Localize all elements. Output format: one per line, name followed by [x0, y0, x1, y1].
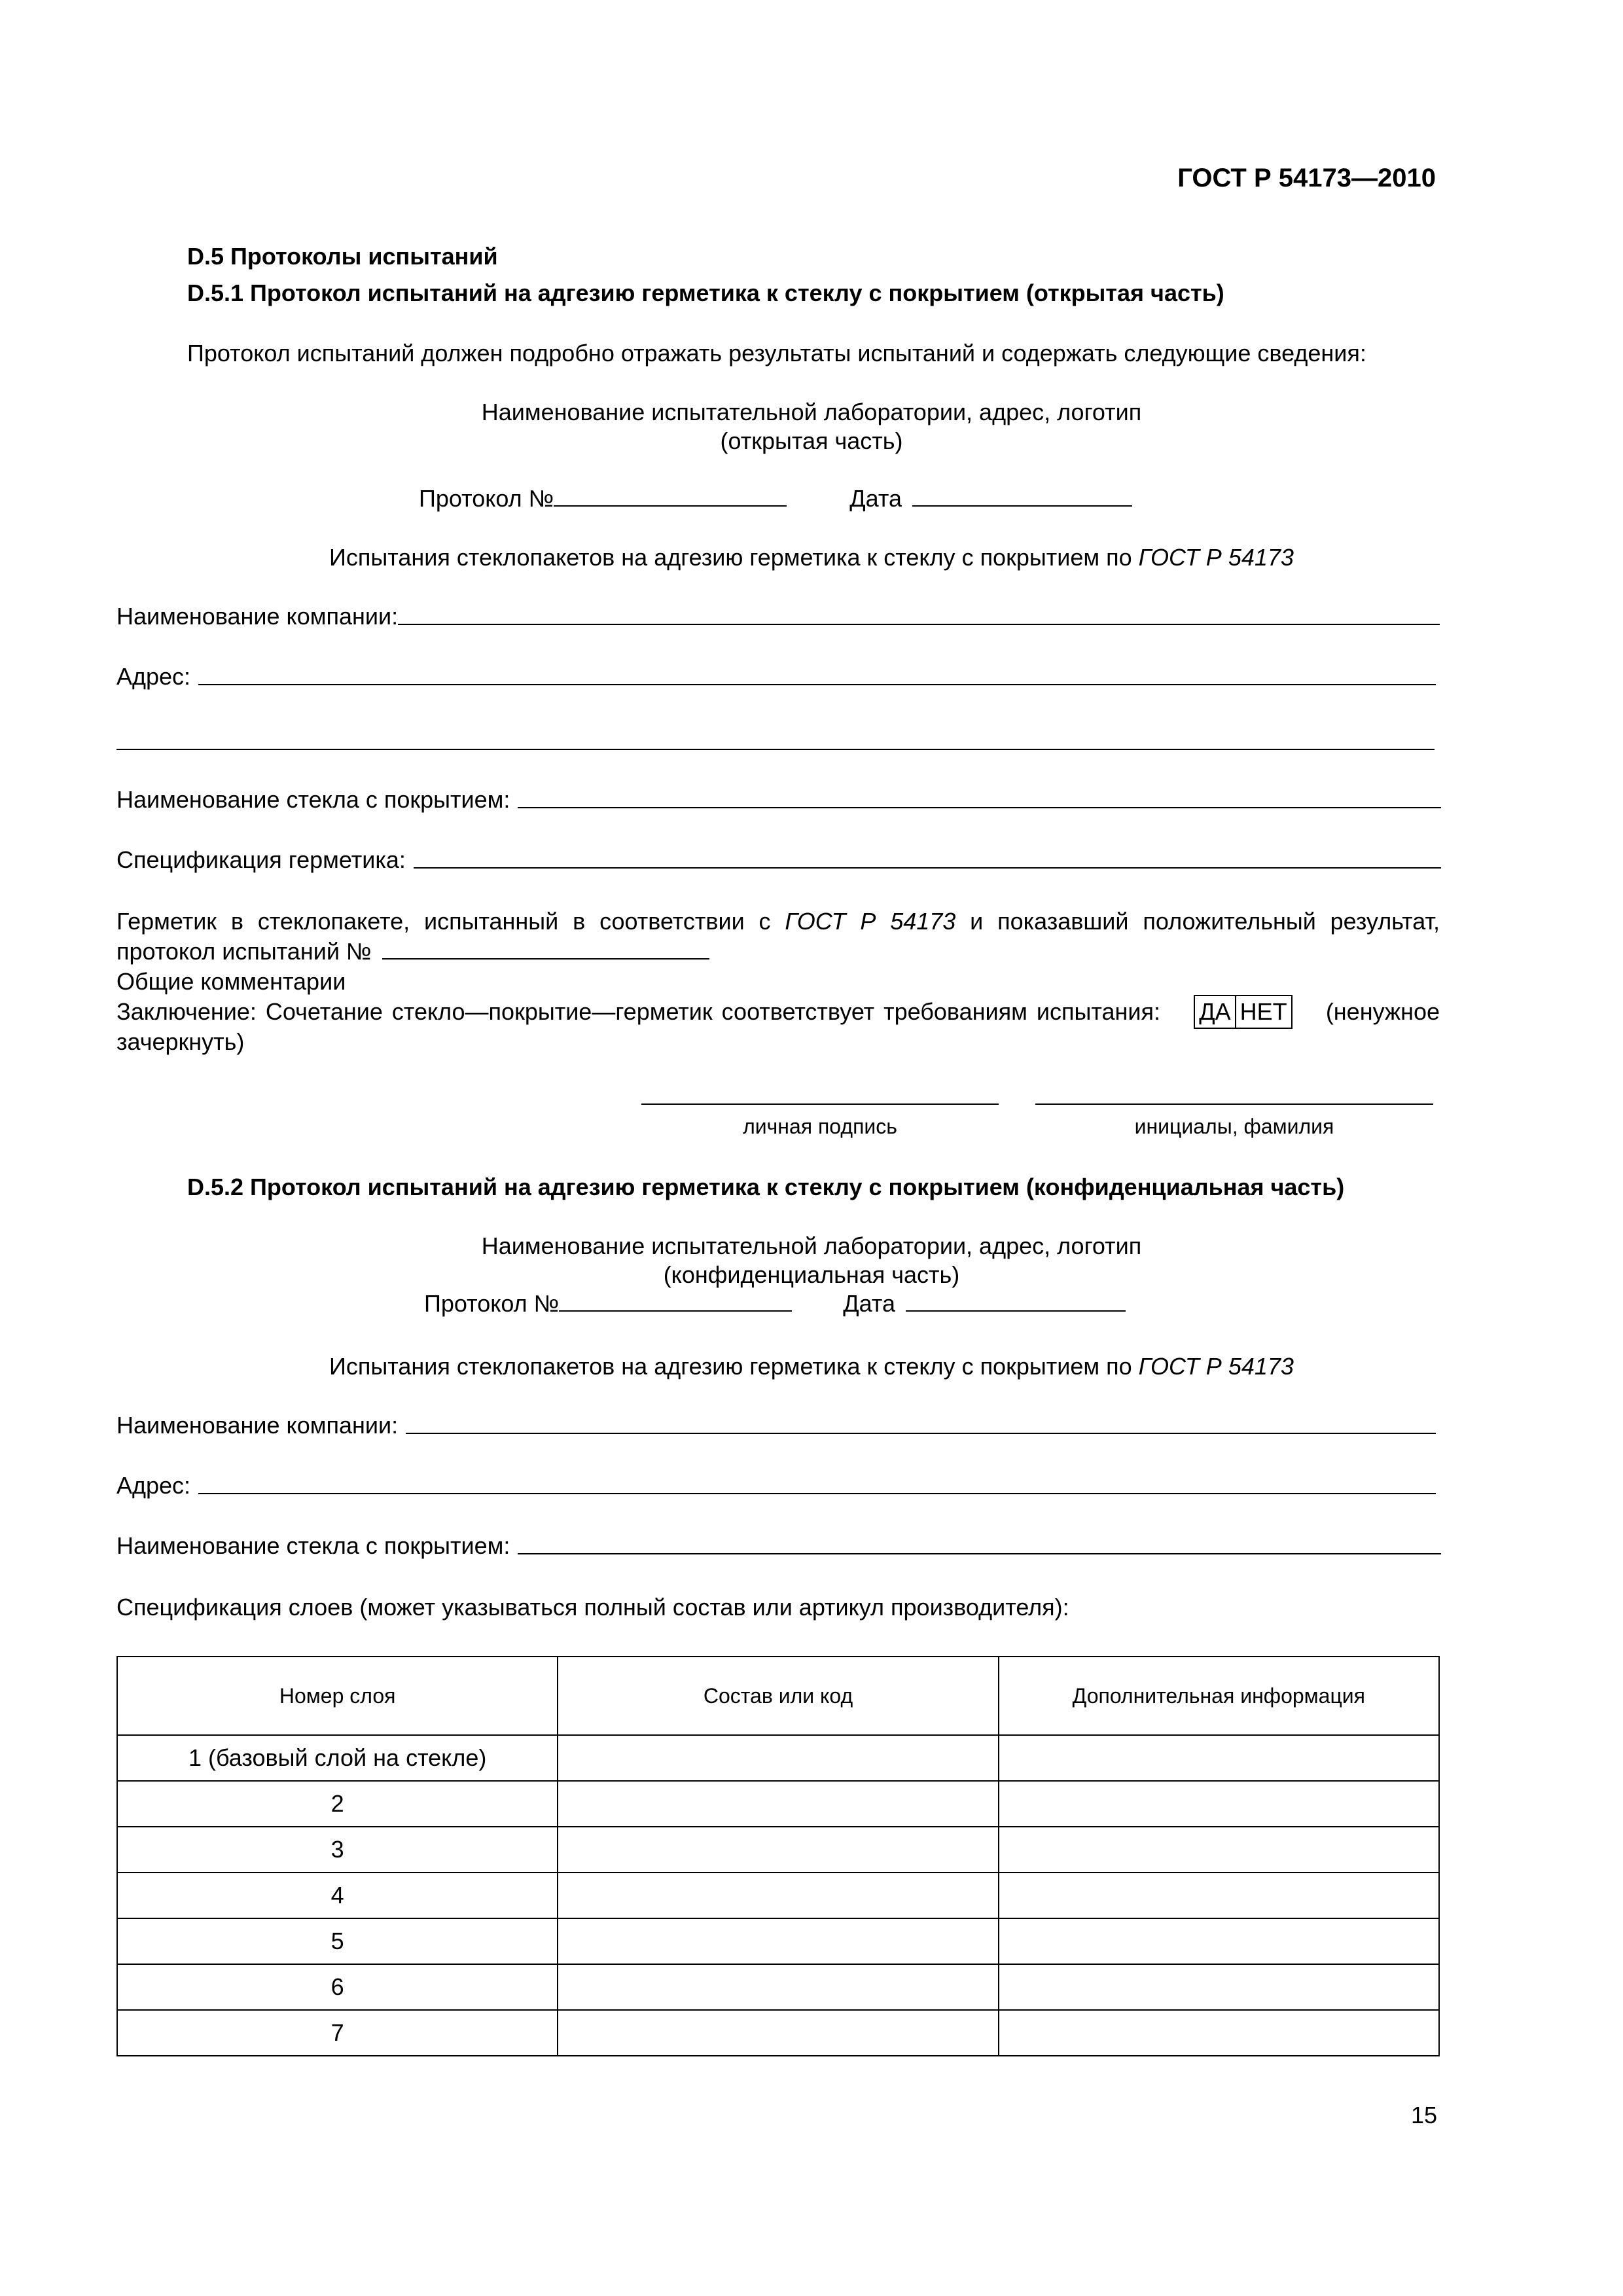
lab-name-2: Наименование испытательной лаборатории, адрес, логотип: [481, 1232, 1142, 1259]
info-cell[interactable]: [999, 1827, 1439, 1873]
protocol-no-field[interactable]: [382, 958, 709, 960]
table-row: [117, 2010, 1439, 2056]
sealant-statement-a: Герметик в стеклопакете, испытанный в соответствии с: [116, 908, 785, 935]
glass-field[interactable]: [518, 785, 1441, 808]
table-row: [117, 1873, 1439, 1918]
header-additional-info: Дополнительная информация: [999, 1657, 1439, 1735]
info-cell[interactable]: [999, 1873, 1439, 1918]
composition-cell[interactable]: [558, 1827, 998, 1873]
glass-row: [116, 785, 1441, 814]
glass-field-2[interactable]: [518, 1532, 1441, 1554]
sealant-label: Спецификация герметика:: [116, 846, 406, 873]
date-field[interactable]: [912, 505, 1132, 507]
layers-table: [116, 1656, 1440, 2056]
info-cell[interactable]: [999, 1781, 1439, 1827]
layers-spec-label: Спецификация слоев (может указываться полный состав или артикул производителя):: [116, 1594, 1069, 1621]
table-row: [117, 1781, 1439, 1827]
yes-option[interactable]: ДА: [1194, 995, 1236, 1029]
glass-row-2: [116, 1532, 1441, 1560]
protocol-label-2: Протокол №: [424, 1290, 560, 1317]
signature-label: личная подпись: [743, 1115, 897, 1138]
table-row: [117, 1827, 1439, 1873]
initials-label: инициалы, фамилия: [1134, 1115, 1334, 1138]
glass-label: Наименование стекла с покрытием:: [116, 786, 510, 813]
address-field-line2[interactable]: [116, 749, 1435, 750]
protocol-no-row: [116, 937, 709, 965]
layer-number-cell: 2: [117, 1781, 558, 1827]
protocol-no-label: протокол испытаний №: [116, 938, 372, 965]
intro-text: Протокол испытаний должен подробно отражать результаты испытаний и содержать следующие сведения:: [187, 340, 1366, 367]
initials-line[interactable]: [1035, 1103, 1433, 1105]
composition-cell[interactable]: [558, 1735, 998, 1781]
layer-number-cell: 3: [117, 1827, 558, 1873]
section-title-d51: D.5.1 Протокол испытаний на адгезию герметика к стеклу с покрытием (открытая часть): [187, 279, 1224, 306]
composition-cell[interactable]: [558, 1873, 998, 1918]
conclusion-tail-2: зачеркнуть): [116, 1028, 245, 1055]
protocol-row: [419, 484, 1132, 512]
company-row: [116, 602, 1440, 630]
info-cell[interactable]: [999, 1918, 1439, 1964]
info-cell[interactable]: [999, 1964, 1439, 2010]
protocol-number-field[interactable]: [554, 505, 787, 507]
address-label-2: Адрес:: [116, 1472, 191, 1499]
address-row-2: [116, 1471, 1436, 1499]
section-title-d5: D.5 Протоколы испытаний: [187, 243, 498, 270]
test-description-text: Испытания стеклопакетов на адгезию герметика к стеклу с покрытием по: [329, 544, 1139, 571]
composition-cell[interactable]: [558, 1918, 998, 1964]
protocol-label: Протокол №: [419, 485, 554, 512]
sealant-statement: [116, 907, 1440, 935]
comments-label: Общие комментарии: [116, 968, 346, 995]
protocol-row-2: [424, 1289, 1126, 1318]
table-row: [117, 1918, 1439, 1964]
composition-cell[interactable]: [558, 2010, 998, 2056]
no-option[interactable]: НЕТ: [1236, 995, 1293, 1029]
company-field[interactable]: [398, 602, 1440, 625]
layer-number-cell: 1 (базовый слой на стекле): [117, 1735, 558, 1781]
date-label-2: Дата: [843, 1290, 895, 1317]
company-label: Наименование компании:: [116, 603, 399, 630]
info-cell[interactable]: [999, 2010, 1439, 2056]
address-row: [116, 662, 1436, 691]
sealant-statement-b: и показавший положительный результат,: [955, 908, 1440, 935]
table-row: [117, 1735, 1439, 1781]
composition-cell[interactable]: [558, 1781, 998, 1827]
sealant-standard: ГОСТ Р 54173: [785, 908, 956, 935]
test-description-2: [0, 1352, 1623, 1380]
yes-no-box[interactable]: [1194, 995, 1292, 1029]
layer-number-cell: 6: [117, 1964, 558, 2010]
part-label-2: (конфиденциальная часть): [663, 1261, 960, 1288]
test-standard-2: ГОСТ Р 54173: [1138, 1353, 1294, 1380]
table-header-row: [117, 1657, 1439, 1735]
conclusion-row: [116, 995, 1440, 1029]
address-label: Адрес:: [116, 663, 191, 690]
test-description: [0, 543, 1623, 571]
address-field-2[interactable]: [198, 1471, 1436, 1494]
layer-number-cell: 4: [117, 1873, 558, 1918]
conclusion-text: Заключение: Сочетание стекло—покрытие—герметик соответствует требованиям испытания:: [116, 998, 1160, 1026]
section-title-d52: D.5.2 Протокол испытаний на адгезию герметика к стеклу с покрытием (конфиденциальная часть): [187, 1174, 1345, 1200]
page-number: 15: [1410, 2102, 1437, 2128]
test-description-text-2: Испытания стеклопакетов на адгезию герметика к стеклу с покрытием по: [329, 1353, 1139, 1380]
sealant-field[interactable]: [414, 846, 1441, 869]
company-row-2: [116, 1411, 1436, 1439]
lab-name: Наименование испытательной лаборатории, адрес, логотип: [481, 399, 1142, 425]
glass-label-2: Наименование стекла с покрытием:: [116, 1532, 510, 1559]
header-layer-number: Номер слоя: [117, 1657, 558, 1735]
address-field[interactable]: [198, 662, 1436, 685]
test-standard: ГОСТ Р 54173: [1138, 544, 1294, 571]
date-field-2[interactable]: [906, 1310, 1126, 1312]
info-cell[interactable]: [999, 1735, 1439, 1781]
composition-cell[interactable]: [558, 1964, 998, 2010]
company-field-2[interactable]: [406, 1411, 1436, 1434]
layer-number-cell: 7: [117, 2010, 558, 2056]
layer-number-cell: 5: [117, 1918, 558, 1964]
sealant-row: [116, 846, 1441, 874]
signature-line[interactable]: [641, 1103, 999, 1105]
table-row: [117, 1964, 1439, 2010]
part-label: (открытая часть): [720, 427, 903, 454]
standard-number: ГОСТ Р 54173—2010: [1177, 164, 1436, 192]
conclusion-tail: (ненужное: [1325, 998, 1440, 1026]
date-label: Дата: [849, 485, 902, 512]
company-label-2: Наименование компании:: [116, 1412, 399, 1439]
protocol-number-field-2[interactable]: [559, 1310, 792, 1312]
header-composition: Состав или код: [558, 1657, 998, 1735]
